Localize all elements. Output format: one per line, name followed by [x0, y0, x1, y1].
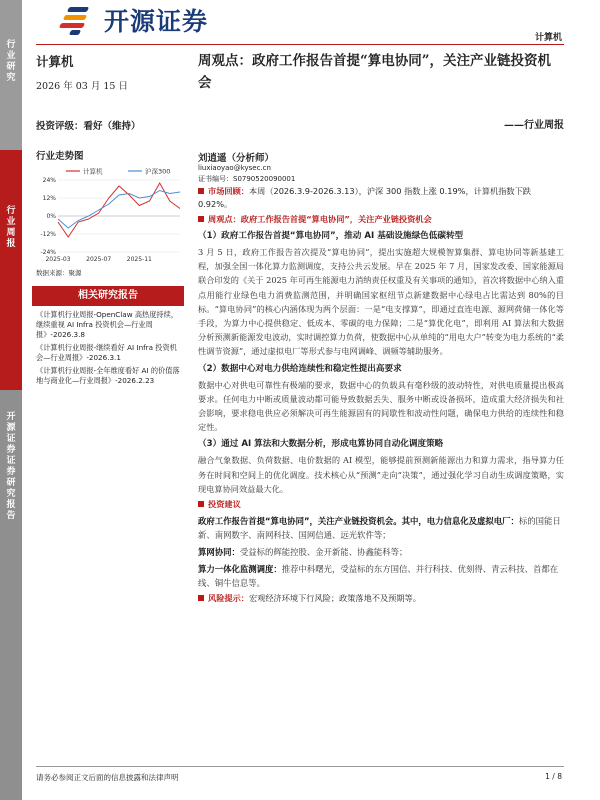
related-report-item[interactable]: 《计算机行业周报-全年维度看好 AI 的价值落地与商业化—行业周报》-2026.2.23	[36, 366, 180, 385]
x-tick-label: 2025-11	[126, 256, 152, 263]
trend-chart-title: 行业走势图	[36, 151, 84, 162]
bullet-square-icon	[198, 216, 204, 222]
y-tick-label: 0%	[46, 213, 56, 220]
analyst-cert: 证书编号：S0790520090001	[198, 175, 296, 183]
market-review-text: 本周（2026.3.9-2026.3.13），沪深 300 指数上涨 0.19%，计算机指数下跌 0.92%。	[198, 186, 531, 209]
advice-group-1	[198, 514, 564, 542]
section-1-title: （1）政府工作报告首提“算电协同”，推动 AI 基础设施绿色低碳转型	[198, 231, 464, 241]
market-review	[198, 185, 564, 211]
bullet-square-icon	[198, 595, 204, 601]
ribbon-text-top: 行业研究	[6, 40, 16, 83]
report-headline: 周观点：政府工作报告首提“算电协同”，关注产业链投资机会	[198, 53, 552, 91]
advice-group-2-text: 受益标的辉能控股、金开新能、协鑫能科等；	[239, 547, 408, 558]
advice-group-2	[198, 545, 564, 559]
report-body	[198, 185, 564, 607]
section-2-body: 数据中心对供电可靠性有极端的要求，数据中心的负载具有毫秒级的波动特性，对供电质量提出极高要求。任何电力中断或质量波动都可能导致数据丢失、服务中断或设备损坏，造成重大经济损失和社会影响，要求稳电供应必须解决可再生能源固有的间歇性和波动性问题，确保电力供给的连续性和稳定性。	[198, 379, 564, 433]
trend-chart	[36, 166, 184, 266]
analyst-name: 刘逍遥（分析师）	[198, 153, 275, 164]
bullet-square-icon	[198, 188, 204, 194]
related-report-item[interactable]: 《计算机行业周报-继续看好 AI Infra 投资机会—行业周报》-2026.3.1	[36, 343, 177, 362]
advice-group-3-label: 算力一体化监测调度：	[198, 564, 282, 575]
bullet-square-icon	[198, 501, 204, 507]
section-3-title: （3）通过 AI 算法和大数据分析，形成电算协同自动化调度策略	[198, 439, 444, 450]
y-tick-label: -24%	[40, 249, 56, 256]
company-logo	[60, 4, 208, 36]
advice-group-1-label: 政府工作报告首提“算电协同”，关注产业链投资机会。其中，电力信息化及虚拟电厂：	[198, 516, 519, 527]
series-line	[58, 191, 180, 229]
related-reports-header: 相关研究报告	[32, 286, 184, 306]
report-type: ——行业周报	[504, 120, 564, 131]
logo-text: 开源证券	[104, 7, 209, 36]
ribbon-text-middle: 行业周报	[6, 206, 16, 249]
advice-group-3	[198, 562, 564, 590]
y-tick-label: 24%	[42, 177, 56, 184]
footer-disclaimer: 请务必参阅正文后面的信息披露和法律声明	[36, 773, 179, 782]
y-tick-label: -12%	[40, 231, 56, 238]
related-report-item[interactable]: 《计算机行业周报-OpenClaw 高热度持续，继续重视 AI Infra 投资机会—行业周报》-2026.3.8	[36, 310, 179, 339]
legend-label: 沪深300	[145, 167, 171, 176]
footer-divider	[36, 766, 564, 767]
legend-label: 计算机	[83, 167, 103, 176]
y-tick-label: 12%	[42, 195, 56, 202]
report-date: 2026 年 03 月 15 日	[36, 81, 128, 92]
trend-chart-svg	[36, 166, 184, 266]
weekly-view	[198, 213, 564, 226]
ribbon-segment-weekly	[0, 150, 22, 390]
logo-mark-icon	[60, 5, 96, 35]
risk-warning	[198, 592, 564, 605]
page-number: 1 / 8	[545, 772, 562, 781]
market-review-label: 市场回顾：	[208, 186, 249, 196]
side-ribbon	[0, 0, 22, 800]
investment-rating: 投资评级：看好（维持）	[36, 121, 141, 132]
chart-source: 数据来源：聚源	[36, 269, 82, 277]
ribbon-segment-company	[0, 390, 22, 800]
ribbon-segment-industry-research	[0, 0, 22, 150]
section-2-title: （2）数据中心对电力供给连续性和稳定性提出高要求	[198, 363, 402, 374]
x-tick-label: 2025-03	[45, 256, 71, 263]
x-tick-label: 2025-07	[86, 256, 112, 263]
risk-warning-text: 宏观经济环境下行风险；政策落地不及预期等。	[248, 593, 421, 604]
advice-group-3-text: 推荐中科曙光，受益标的东方国信、并行科技、优刻得、青云科技、首都在线、铜牛信息等。	[198, 564, 559, 589]
header-divider	[36, 44, 564, 45]
left-column	[36, 48, 180, 385]
advice-group-1-text: 标的国能日新、南网数字、南网科技、国网信通、远光软件等；	[198, 516, 561, 541]
investment-advice-label: 投资建议	[208, 499, 241, 510]
related-reports-list	[36, 310, 184, 389]
analyst-email: liuxiaoyao@kysec.cn	[198, 164, 271, 172]
section-3-body: 融合气象数据、负荷数据、电价数据的 AI 模型，能够提前预测新能源出力和算力需求，指导算力任务在时间和空间上的优化调度。技术核心从“预测”走向“决策”，通过强化学习自动生成调度策略，实现电算协同效益最大化。	[198, 455, 564, 494]
weekly-view-heading: 周观点：政府工作报告首提“算电协同”，关注产业链投资机会	[208, 214, 432, 224]
section-1-body: 3 月 5 日，政府工作报告首次提及“算电协同”，提出实施超大规模智算集群、算电协同等新基建工程，加强全国一体化算力监测调度，支持公共云发展。早在 2025 年 7 月，国家发改委、国家能源局联合印发的《关于 2025 年可再生能源电力消纳责任权重及有关事项的通知》，首次将数据中心纳入重点用能行业绿色电力消费监测范围，并明确国家枢纽节点新建数据中心绿电占比需达到 80%的目标。“算电协同”的核心内涵体现为两个层面：一是“电支撑算”，即通过直连电源、源网荷储一体化等手段，为算力中心提供稳定、低成本、零碳的电力保障；二是“算优化电”，即利用 AI 算法和大数据分析预测新能源发电波动，实时调控算力负荷，使数据中心从单纯的“用电大户”转变为电力系统的“柔性调节资源”，通过虚拟电厂等形式参与电网调峰、调频等辅助服务。	[198, 247, 564, 357]
ribbon-text-bottom: 开源证券 证券研究报告	[6, 412, 16, 521]
advice-group-2-label: 算网协同：	[198, 547, 240, 558]
header-sector-tag: 计算机	[534, 33, 562, 43]
investment-advice	[198, 498, 564, 511]
main-column	[198, 48, 564, 604]
sector-title: 计算机	[36, 54, 74, 69]
risk-warning-label: 风险提示：	[208, 593, 249, 604]
